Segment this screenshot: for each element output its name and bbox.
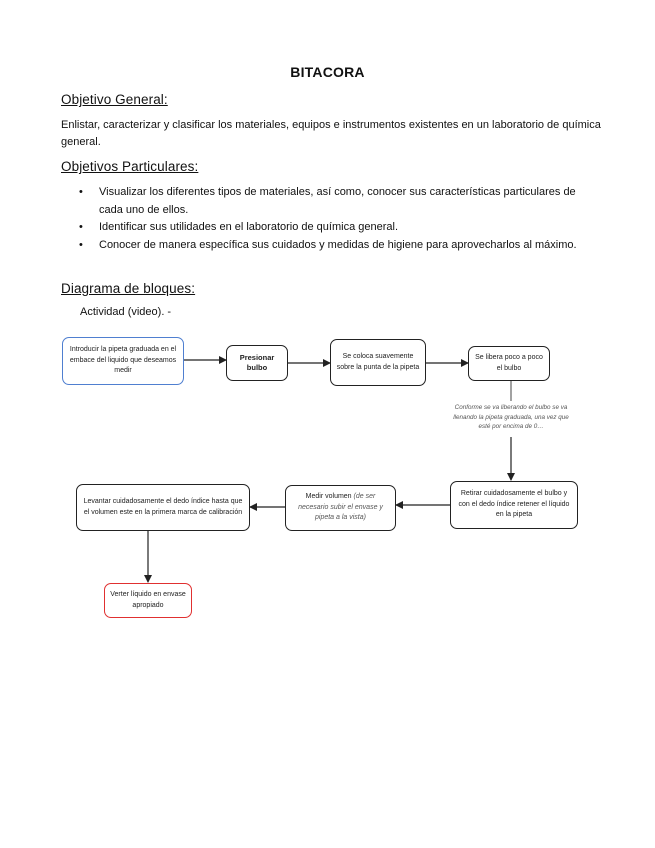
bullet-icon: • — [79, 221, 83, 233]
step-introduce-pipette: Introducir la pipeta graduada en el embace del liquido que deseamos medir — [62, 337, 184, 385]
objective-general-text: Enlistar, caracterizar y clasificar los materiales, equipos e instrumentos existentes en un laboratorio de química general. — [61, 119, 601, 148]
step-pour-liquid: Verter líquido en envase apropiado — [104, 583, 192, 618]
objective-general-heading: Objetivo General: — [61, 92, 168, 107]
bullet-icon: • — [79, 238, 83, 251]
step-remove-bulb: Retirar cuidadosamente el bulbo y con el dedo índice retener el líquido en la pipeta — [450, 481, 578, 529]
measure-volume-detail: (de ser necesario subir el envase y pipeta a la vista) — [298, 493, 383, 522]
objectives-particular-heading: Objetivos Particulares: — [61, 159, 199, 174]
flow-note: Conforme se va liberando el bulbo se va llenando la pipeta graduada, una vez que esté por encima de 0… — [453, 404, 569, 430]
step-release-bulb: Se libera poco a poco el bulbo — [468, 346, 550, 381]
document-title: BITACORA — [290, 64, 365, 80]
measure-volume-label: Medir volumen — [305, 493, 354, 501]
list-item-text: Identificar sus utilidades en el laboratorio de química general. — [99, 221, 399, 233]
step-measure-volume — [285, 485, 396, 531]
step-press-bulb: Presionar bulbo — [226, 345, 288, 381]
diagram-heading: Diagrama de bloques: — [61, 281, 196, 296]
activity-label: Actividad (video). - — [80, 306, 172, 318]
step-place-bulb: Se coloca suavemente sobre la punta de la pipeta — [330, 339, 426, 386]
list-item-text: Visualizar los diferentes tipos de materiales, así como, conocer sus características particulares de cada uno de ellos. — [99, 186, 576, 216]
bullet-icon: • — [79, 186, 83, 198]
step-lift-finger: Levantar cuidadosamente el dedo índice hasta que el volumen este en la primera marca de calibración — [76, 484, 250, 531]
list-item-text: Conocer de manera específica sus cuidados y medidas de higiene para aprovecharlos al máximo. — [99, 238, 577, 251]
